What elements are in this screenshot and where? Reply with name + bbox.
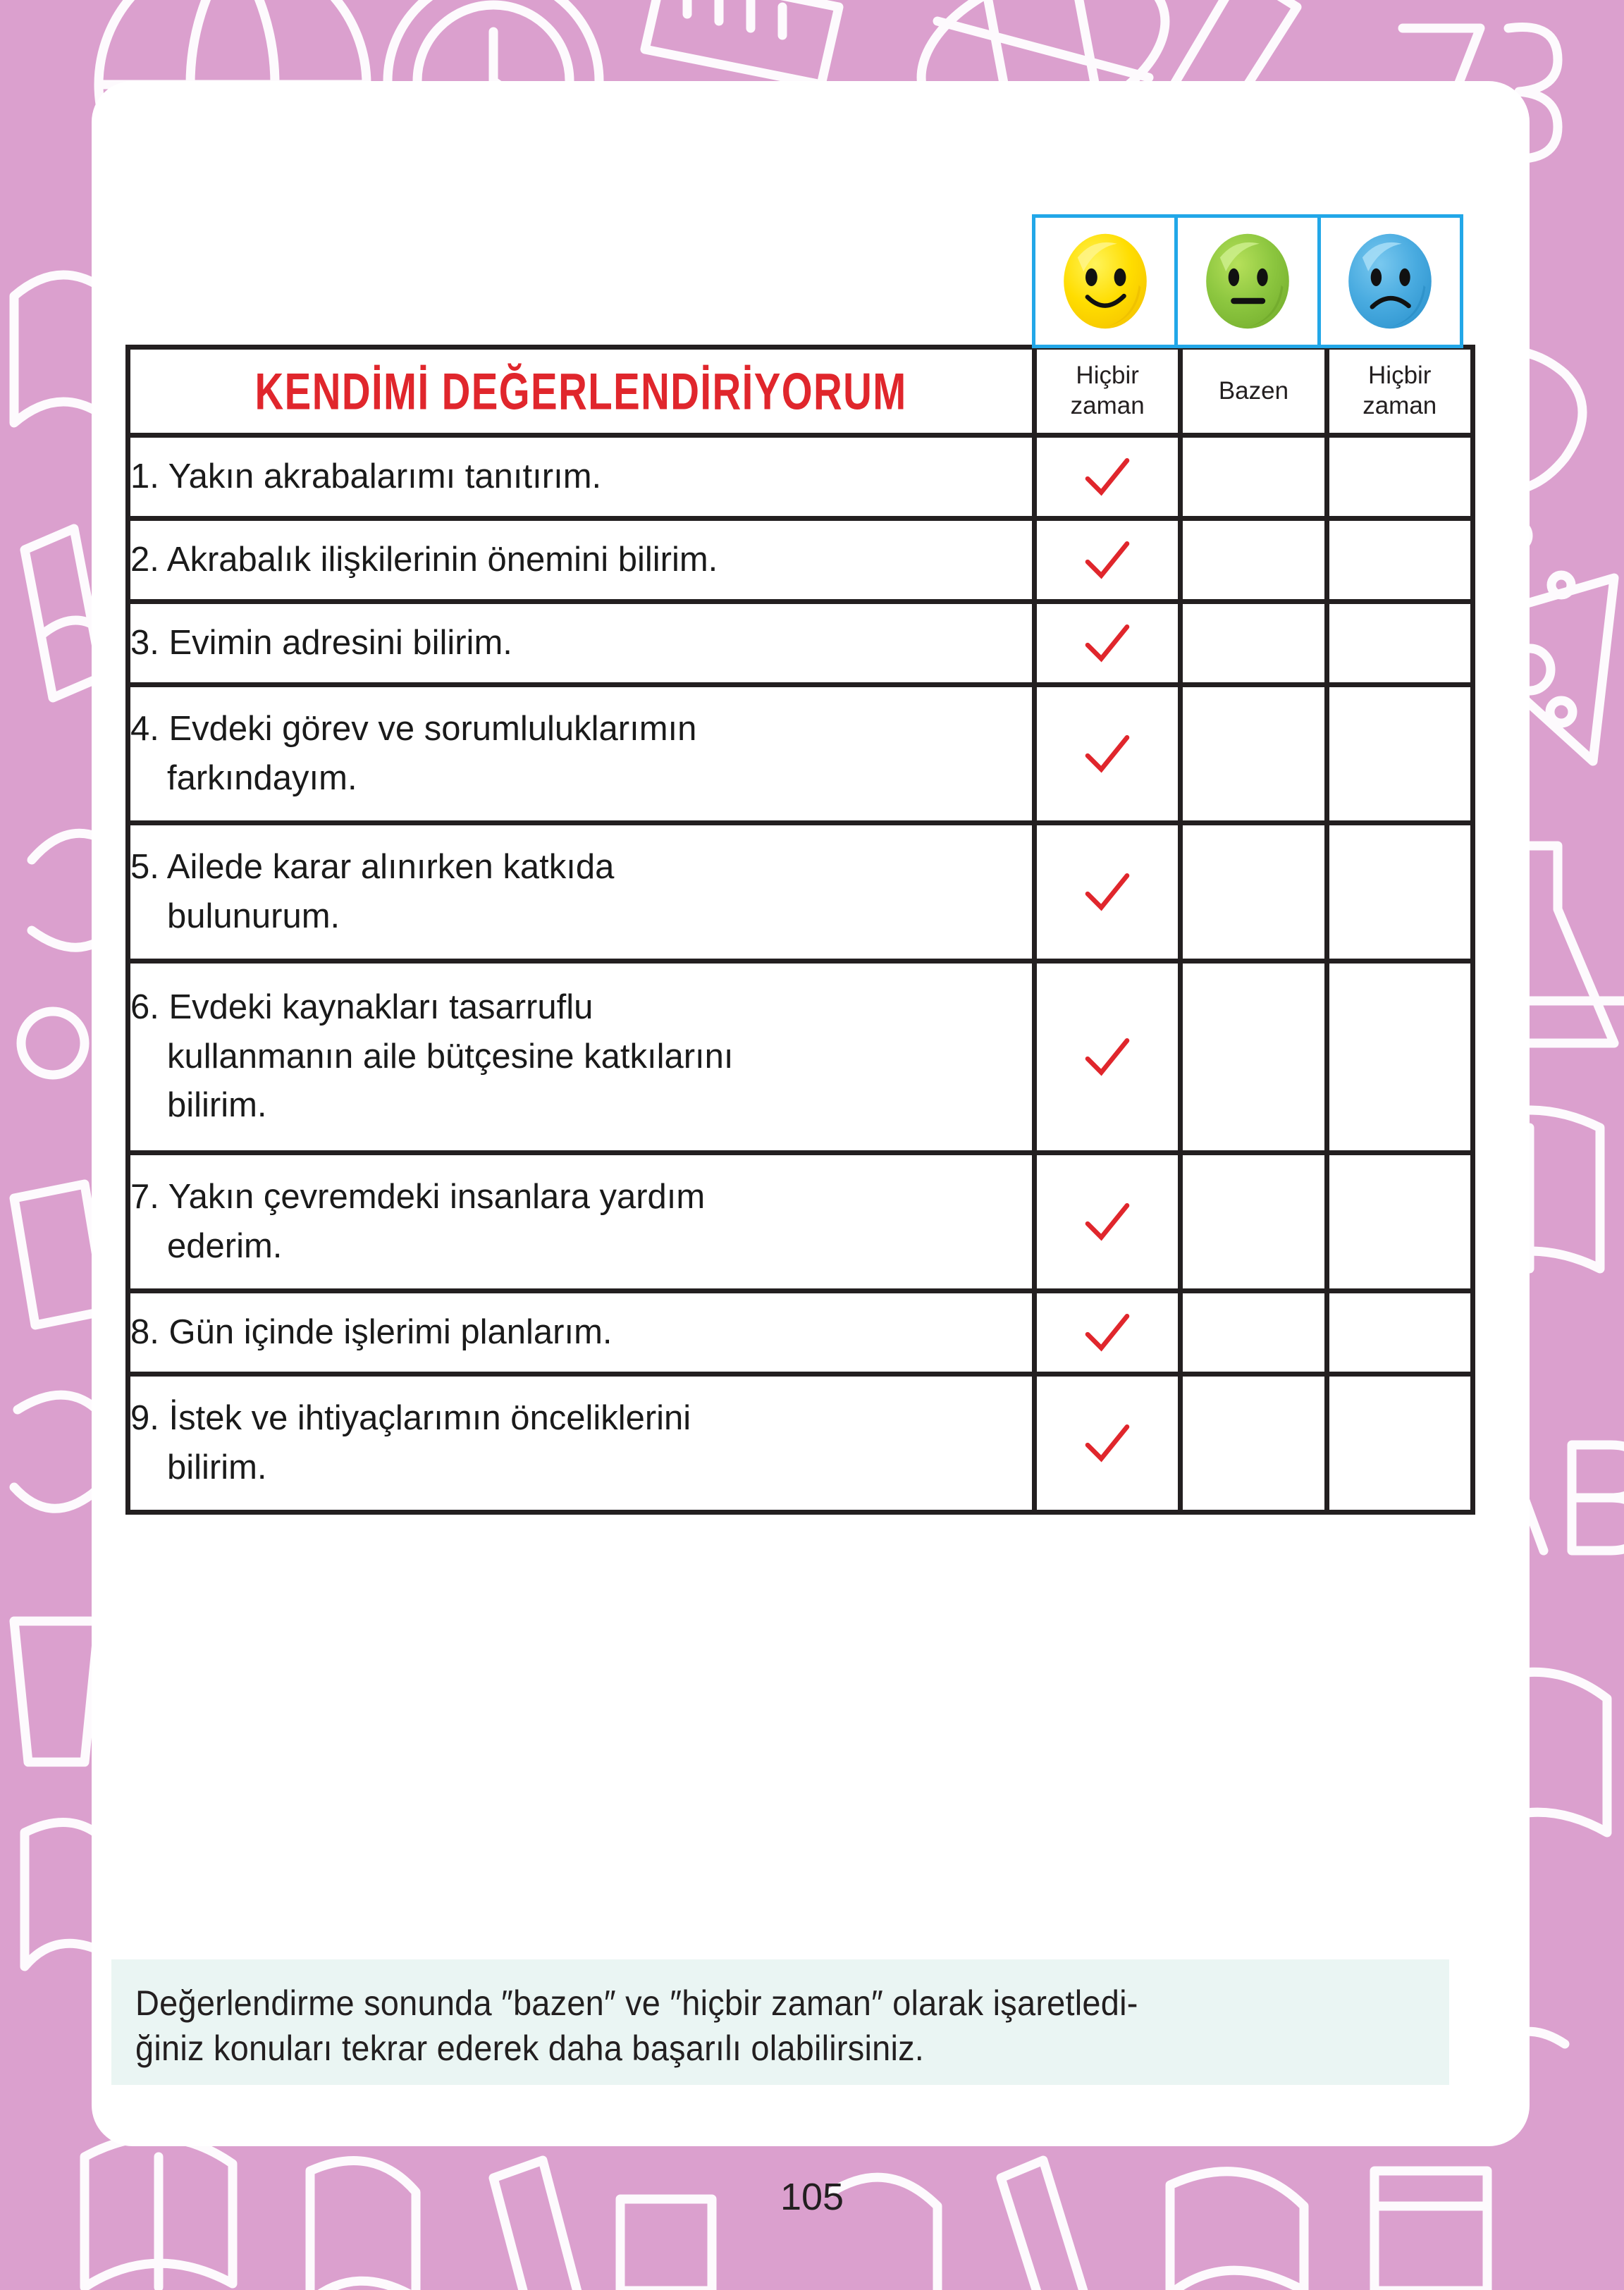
option-cell-3-never1[interactable] xyxy=(1035,602,1181,685)
option-cell-8-sometimes[interactable] xyxy=(1181,1291,1327,1374)
option-cell-2-never2[interactable] xyxy=(1327,519,1472,602)
statement-line: 8. Gün içinde işlerimi planlarım. xyxy=(130,1312,613,1351)
option-cell-9-never1[interactable] xyxy=(1035,1374,1181,1513)
table-row xyxy=(128,1374,1473,1513)
page-number: 105 xyxy=(780,2176,844,2218)
option-cell-6-never1[interactable] xyxy=(1035,961,1181,1153)
table-row xyxy=(128,685,1473,823)
option-cell-4-never2[interactable] xyxy=(1327,685,1472,823)
statement-cell-4 xyxy=(128,685,1035,823)
statement-cell-2 xyxy=(128,519,1035,602)
table-row xyxy=(128,1291,1473,1374)
option-cell-4-sometimes[interactable] xyxy=(1181,685,1327,823)
column-header-never-2 xyxy=(1327,347,1472,436)
table-row xyxy=(128,961,1473,1153)
emoji-cell-happy xyxy=(1032,214,1178,348)
column-header-line2: zaman xyxy=(1362,392,1437,419)
option-cell-7-sometimes[interactable] xyxy=(1181,1153,1327,1291)
statement-line: 4. Evdeki görev ve sorumluluklarımın xyxy=(130,709,697,748)
footer-note xyxy=(111,1959,1449,2085)
option-cell-8-never2[interactable] xyxy=(1327,1291,1472,1374)
option-cell-5-sometimes[interactable] xyxy=(1181,823,1327,961)
option-cell-7-never2[interactable] xyxy=(1327,1153,1472,1291)
check-mark-icon xyxy=(1077,613,1138,674)
sad-face-icon xyxy=(1341,228,1439,335)
statement-cell-9 xyxy=(128,1374,1035,1513)
check-mark-icon xyxy=(1077,862,1138,923)
statement-line: farkındayım. xyxy=(167,758,357,797)
neutral-face-icon xyxy=(1198,228,1297,335)
option-cell-5-never1[interactable] xyxy=(1035,823,1181,961)
option-cell-2-never1[interactable] xyxy=(1035,519,1181,602)
table-row xyxy=(128,823,1473,961)
statement-line: 3. Evimin adresini bilirim. xyxy=(130,623,512,662)
column-header-sometimes xyxy=(1181,347,1327,436)
check-mark-icon xyxy=(1077,1303,1138,1363)
option-cell-1-never1[interactable] xyxy=(1035,436,1181,519)
statement-line: 6. Evdeki kaynakları tasarruflu xyxy=(130,988,593,1027)
option-cell-7-never1[interactable] xyxy=(1035,1153,1181,1291)
table-row xyxy=(128,1153,1473,1291)
column-header-line1: Hiçbir xyxy=(1076,362,1139,390)
option-cell-5-never2[interactable] xyxy=(1327,823,1472,961)
option-cell-9-never2[interactable] xyxy=(1327,1374,1472,1513)
option-cell-3-never2[interactable] xyxy=(1327,602,1472,685)
statement-line: bilirim. xyxy=(167,1086,267,1125)
column-header-line1: Bazen xyxy=(1218,376,1289,405)
footer-note-line-2: ğiniz konuları tekrar ederek daha başarılı olabilirsiniz. xyxy=(135,2028,925,2068)
option-cell-2-sometimes[interactable] xyxy=(1181,519,1327,602)
table-title-text: KENDİMİ DEĞERLENDİRİYORUM xyxy=(254,362,908,420)
check-mark-icon xyxy=(1077,530,1138,591)
statement-line: ederim. xyxy=(167,1226,283,1265)
statement-line: 5. Ailede karar alınırken katkıda xyxy=(130,847,615,886)
statement-line: bulunurum. xyxy=(167,897,340,935)
check-mark-icon xyxy=(1077,724,1138,784)
table-row xyxy=(128,519,1473,602)
statement-cell-7 xyxy=(128,1153,1035,1291)
statement-cell-5 xyxy=(128,823,1035,961)
option-cell-6-never2[interactable] xyxy=(1327,961,1472,1153)
emoji-cell-neutral xyxy=(1174,214,1320,348)
check-mark-icon xyxy=(1077,447,1138,507)
option-cell-6-sometimes[interactable] xyxy=(1181,961,1327,1153)
statement-line: 9. İstek ve ihtiyaçlarımın önceliklerini xyxy=(130,1398,691,1437)
check-mark-icon xyxy=(1077,1413,1138,1474)
column-header-line1: Hiçbir xyxy=(1368,362,1432,390)
emoji-header-strip xyxy=(1032,214,1470,348)
self-assessment-table xyxy=(125,345,1475,1515)
statement-line: 2. Akrabalık ilişkilerinin önemini bilirim. xyxy=(130,540,718,579)
statement-cell-3 xyxy=(128,602,1035,685)
happy-face-icon xyxy=(1056,228,1155,335)
option-cell-9-sometimes[interactable] xyxy=(1181,1374,1327,1513)
table-header-row xyxy=(128,347,1473,436)
table-row xyxy=(128,436,1473,519)
emoji-cell-sad xyxy=(1317,214,1463,348)
table-row xyxy=(128,602,1473,685)
statement-line: kullanmanın aile bütçesine katkılarını xyxy=(167,1037,734,1076)
statement-cell-6 xyxy=(128,961,1035,1153)
option-cell-3-sometimes[interactable] xyxy=(1181,602,1327,685)
check-mark-icon xyxy=(1077,1192,1138,1252)
footer-note-line-1: Değerlendirme sonunda ″bazen″ ve ″hiçbir zaman″ olarak işaretledi- xyxy=(135,1983,1138,2023)
check-mark-icon xyxy=(1077,1027,1138,1088)
statement-cell-1 xyxy=(128,436,1035,519)
statement-cell-8 xyxy=(128,1291,1035,1374)
column-header-never-1 xyxy=(1035,347,1181,436)
statement-line: bilirim. xyxy=(167,1448,267,1486)
statement-line: 7. Yakın çevremdeki insanlara yardım xyxy=(130,1177,706,1216)
option-cell-8-never1[interactable] xyxy=(1035,1291,1181,1374)
column-header-line2: zaman xyxy=(1070,392,1145,419)
statement-line: 1. Yakın akrabalarımı tanıtırım. xyxy=(130,457,602,495)
option-cell-4-never1[interactable] xyxy=(1035,685,1181,823)
option-cell-1-never2[interactable] xyxy=(1327,436,1472,519)
option-cell-1-sometimes[interactable] xyxy=(1181,436,1327,519)
page-title xyxy=(128,347,1035,436)
